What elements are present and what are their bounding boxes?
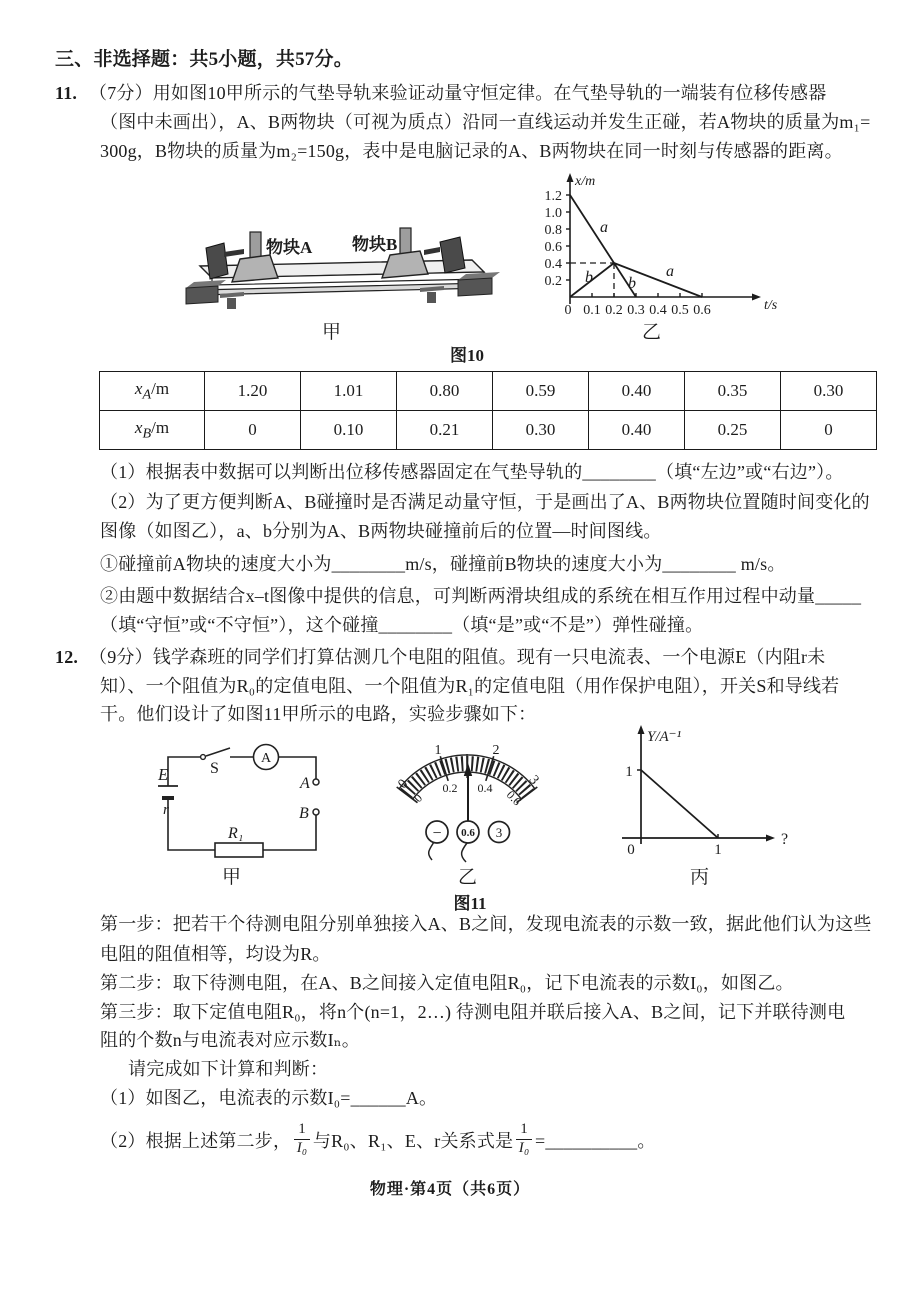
terminal-3-label: 3 <box>495 825 503 840</box>
q12-step3-line1: 第三步：取下定值电阻R₀，将n个(n=1，2…) 待测电阻并联后接入A、B之间，记下并联待测电 <box>100 1002 846 1022</box>
outer-scale-2: 2 <box>492 743 500 758</box>
block-a-label: 物块A <box>266 238 313 257</box>
q12-step1-line2: 电阻的阻值相等，均设为R。 <box>100 944 331 964</box>
right-bracket <box>424 247 440 255</box>
cell-xa-3: 0.59 <box>493 372 589 411</box>
cell-xa-1: 1.01 <box>301 372 397 411</box>
cell-xa-0: 1.20 <box>205 372 301 411</box>
ammeter-face <box>388 742 556 864</box>
fig11-caption: 图11 <box>453 894 487 913</box>
outer-scale-3: 3 <box>525 772 542 788</box>
curve-label-b2: b <box>628 275 636 292</box>
cell-xb-3: 0.30 <box>493 411 589 450</box>
q11-part2-c1: ①碰撞前A物块的速度大小为________m/s，碰撞前B物块的速度大小为________ m/s。 <box>100 554 786 574</box>
x-tick: 0.6 <box>693 303 711 318</box>
cell-xa-5: 0.35 <box>685 372 781 411</box>
resistor-r1 <box>215 843 263 857</box>
row-label-xa: $x_A/m$ <box>100 372 205 411</box>
q12-line-1: 12. （9分）钱学森班的同学们打算估测几个电阻的阻值。现有一只电流表、一个电源E（内阻r未 <box>55 647 826 667</box>
cell-xb-4: 0.40 <box>589 411 685 450</box>
switch-lever <box>206 748 230 756</box>
wire <box>168 757 200 786</box>
x-tick: 0 <box>564 303 572 318</box>
fig11-caption-yi: 乙 <box>458 867 478 888</box>
block-a-pin <box>250 232 261 258</box>
q12-line-2: 知）、一个阻值为R₀的定值电阻、一个阻值为R₁的定值电阻（用作保护电阻），开关S和导线若 <box>100 676 840 696</box>
q12-number: 12. <box>55 647 79 667</box>
q12-calc2-pre: （2）根据上述第二步， <box>100 1130 292 1151</box>
x-tick-1: 1 <box>714 842 722 858</box>
x-tick: 0.4 <box>649 303 667 318</box>
y-tick: 0.6 <box>544 240 562 255</box>
q12-prompt: 请完成如下计算和判断： <box>128 1059 329 1079</box>
y-axis-arrow <box>567 173 574 182</box>
resistor-r1-label: R₁ <box>228 825 244 842</box>
q12-step3-line2: 阻的个数n与电流表对应示数Iₙ。 <box>100 1030 360 1050</box>
block-b <box>382 251 428 278</box>
fig10-caption: 图10 <box>450 346 484 365</box>
curve-label-b1: b <box>585 269 593 286</box>
table-row-xa <box>100 372 877 411</box>
block-a <box>232 255 278 282</box>
x-axis-arrow <box>752 294 761 301</box>
cell-xa-4: 0.40 <box>589 372 685 411</box>
right-end-plate <box>440 237 465 273</box>
position-time-graph <box>540 170 875 325</box>
q11-number: 11. <box>55 83 78 103</box>
inner-scale-04: 0.4 <box>477 781 493 795</box>
q12-step1-line1: 第一步：把若干个待测电阻分别单独接入A、B之间，发现电流表的示数一致，据此他们认为这些 <box>100 914 872 934</box>
q12-calc2-mid: 与R₀、R₁、E、r关系式是 <box>312 1130 514 1151</box>
inner-scale-02: 0.2 <box>442 781 458 795</box>
left-bracket <box>224 249 244 257</box>
y-tick: 1.0 <box>544 206 562 221</box>
fig10-caption-jia: 甲 <box>322 322 342 343</box>
section-title: 三、非选择题：共5小题，共57分。 <box>55 49 353 70</box>
q11-line-1: 11. （7分）用如图10甲所示的气垫导轨来验证动量守恒定律。在气垫导轨的一端装有位移传感器 <box>55 83 827 103</box>
inner-scale-06: 0.6 <box>503 787 525 809</box>
q11-part1: （1）根据表中数据可以判断出位移传感器固定在气垫导轨的________（填“左边”或“右边”）。 <box>100 462 844 482</box>
page-footer: 物理·第4页（共6页） <box>369 1181 531 1198</box>
terminal-b <box>313 809 319 815</box>
cell-xa-2: 0.80 <box>397 372 493 411</box>
terminal-a <box>313 779 319 785</box>
outer-scale-1: 1 <box>434 743 442 758</box>
q12-step2: 第二步：取下待测电阻，在A、B之间接入定值电阻R₀，记下电流表的示数I₀，如图乙。 <box>100 973 794 993</box>
q12-calc2-end: =__________。 <box>534 1130 656 1151</box>
terminal-06-label: 0.6 <box>461 827 475 839</box>
cell-xb-2: 0.21 <box>397 411 493 450</box>
x-axis-arrow <box>766 835 775 842</box>
battery-label: E <box>158 765 169 784</box>
fraction-1-over-I0: $\frac{1}{\text{I₀}}$ <box>294 1122 310 1157</box>
x-tick: 0.1 <box>583 303 601 318</box>
x-axis-label: t/s <box>764 298 778 313</box>
terminal-negative-label: − <box>432 825 442 842</box>
data-line <box>641 770 718 838</box>
q11-part2-c2-line2: （填“守恒”或“不守恒”），这个碰撞________（填“是”或“不是”）弹性碰撞。 <box>100 615 704 635</box>
q12-calc2 <box>100 1118 656 1164</box>
y-tick: 1.2 <box>544 189 562 204</box>
left-foot <box>227 298 236 309</box>
inner-scale-0: 0 <box>410 790 426 806</box>
ammeter-symbol-label: A <box>260 751 272 766</box>
q12-line-3: 干。他们设计了如图11甲所示的电路，实验步骤如下： <box>100 704 537 724</box>
y-vs-unknown-graph <box>612 720 802 860</box>
fraction-1-over-I0: $\frac{1}{\text{I₀}}$ <box>516 1122 532 1157</box>
cell-xa-6: 0.30 <box>781 372 877 411</box>
y-tick: 0.8 <box>544 223 562 238</box>
q11-part2-line1: （2）为了更方便判断A、B碰撞时是否满足动量守恒，于是画出了A、B两物块位置随时间变化的 <box>100 492 870 512</box>
internal-resistance-label: r <box>163 802 169 818</box>
lead-wire-2 <box>462 843 467 862</box>
q12-calc1: （1）如图乙，电流表的示数I₀=______A。 <box>100 1088 438 1108</box>
left-end-plate <box>206 243 228 279</box>
q11-part2-line2: 图像（如图乙），a、b分别为A、B两物块碰撞前后的位置—时间图线。 <box>100 521 662 541</box>
needle-arrowhead <box>464 763 472 776</box>
y-axis-label: Y/A⁻¹ <box>647 729 682 745</box>
y-tick-1: 1 <box>625 764 633 780</box>
circuit-diagram <box>158 742 343 867</box>
y-axis-arrow <box>638 725 645 734</box>
row-label-xb: $x_B/m$ <box>100 411 205 450</box>
q11-line-3: 300g，B物块的质量为m₂=150g，表中是电脑记录的A、B两物块在同一时刻与传感器的距离。 <box>100 141 843 161</box>
x-tick: 0.3 <box>627 303 645 318</box>
q11-line-2: （图中未画出），A、B两物块（可视为质点）沿同一直线运动并发生正碰，若A物块的质量为m₁= <box>100 112 871 132</box>
switch-contact <box>201 755 206 760</box>
left-base <box>186 286 218 304</box>
block-b-pin <box>400 228 411 254</box>
q11-part2-c2-line1: ②由题中数据结合x–t图像中提供的信息，可判断两滑块组成的系统在相互作用过程中动量_____ <box>100 586 862 606</box>
block-b-label: 物块B <box>352 235 398 254</box>
y-tick: 0.4 <box>544 257 562 272</box>
table-row-xb <box>100 411 877 450</box>
cell-xb-5: 0.25 <box>685 411 781 450</box>
terminal-b-label: B <box>299 805 309 822</box>
curve-label-a2: a <box>666 263 674 280</box>
fig11-caption-jia: 甲 <box>222 867 242 888</box>
data-table <box>99 371 877 450</box>
cell-xb-1: 0.10 <box>301 411 397 450</box>
switch-label: S <box>210 760 219 777</box>
cell-xb-6: 0 <box>781 411 877 450</box>
fig11-caption-bing: 丙 <box>690 867 710 888</box>
y-axis-label: x/m <box>575 174 596 189</box>
x-axis-label: ? <box>781 831 789 848</box>
outer-scale-0: 0 <box>395 776 412 792</box>
y-tick: 0.2 <box>544 274 562 289</box>
cell-xb-0: 0 <box>205 411 301 450</box>
curve-label-a1: a <box>600 219 608 236</box>
right-base <box>458 278 492 296</box>
terminal-a-label: A <box>300 775 310 792</box>
lead-wire-1 <box>429 842 434 860</box>
x-tick: 0.2 <box>605 303 623 318</box>
origin-label: 0 <box>627 842 635 858</box>
x-tick: 0.5 <box>671 303 689 318</box>
fig10-caption-yi: 乙 <box>642 322 662 343</box>
right-foot <box>427 292 436 303</box>
